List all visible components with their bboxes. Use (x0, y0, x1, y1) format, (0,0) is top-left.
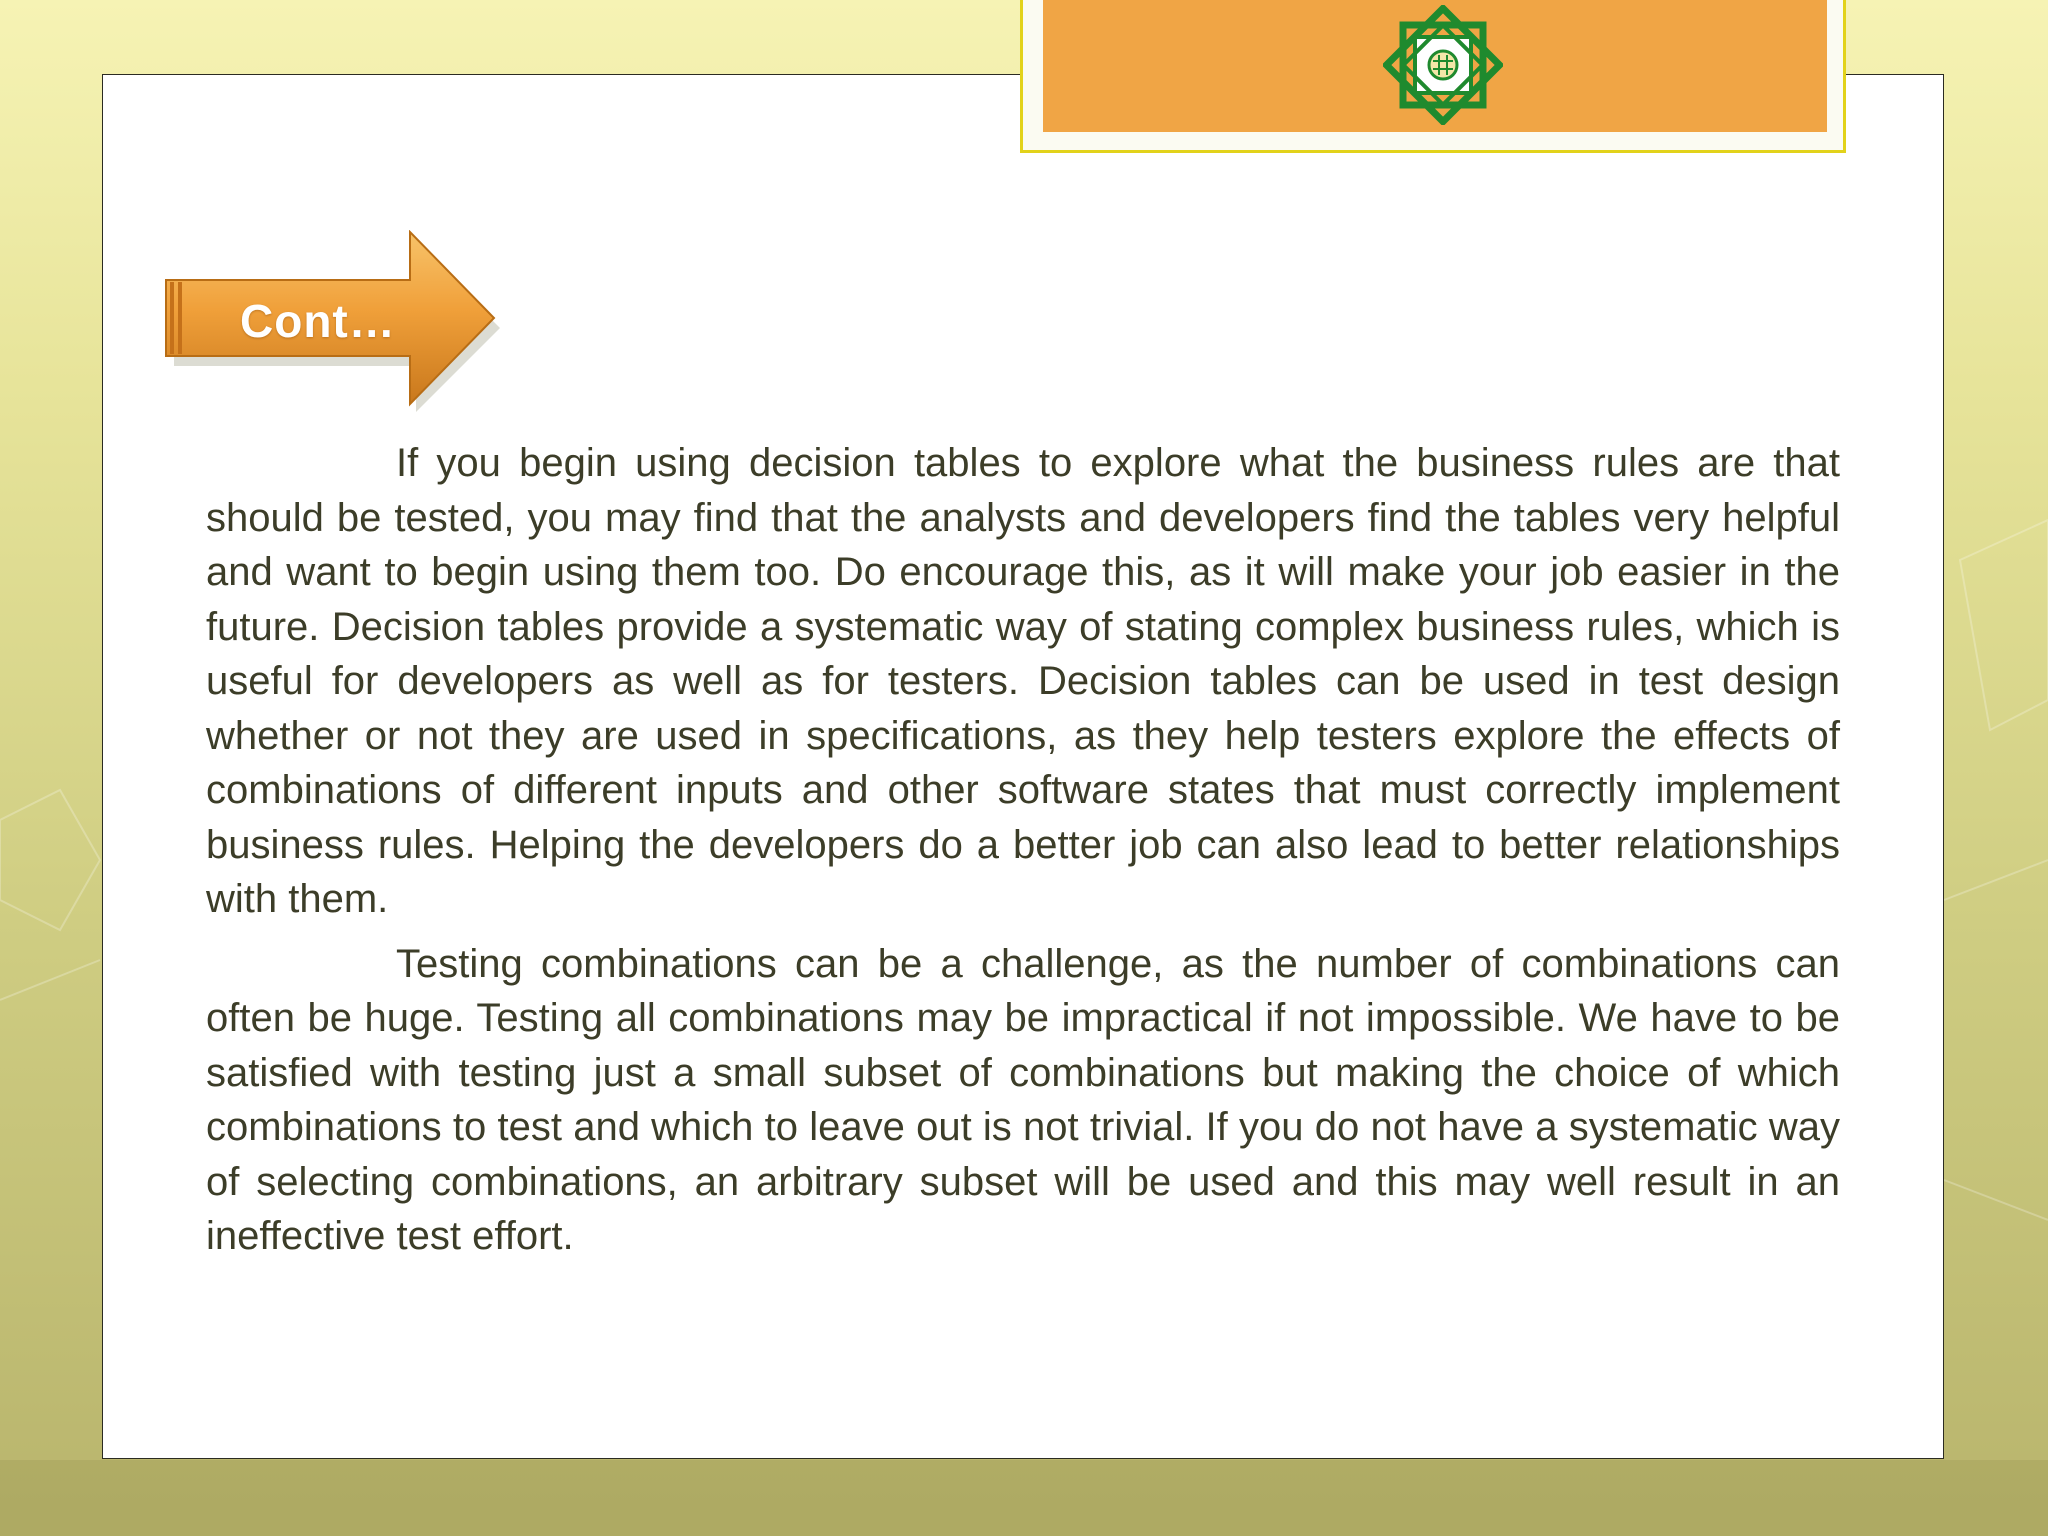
slide-heading: Cont… (240, 295, 396, 347)
paragraph-testing-combinations: Testing combinations can be a challenge, as the number of combinations can often be huge. Testing all combinations may be impractical if not impossible. We have to be satisfied with testing just a small subset of combinations but making the choice of which combinations to test and which to leave out is not trivial. If you do not have a systematic way of selecting combinations, an arbitrary subset will be used and this may well result in an ineffective test effort. (206, 941, 1840, 1258)
paragraph-decision-tables: If you begin using decision tables to explore what the business rules are that should be tested, you may find that the analysts and developers find the tables very helpful and want to begin using them too. Do encourage this, as it will make your job easier in the future. Decision tables provide a systematic way of stating complex business rules, which is useful for developers as well as for testers. Decision tables can be used in test design whether or not they are used in specifications, as they help testers explore the effects of combinations of different inputs and other software states that must correctly implement business rules. Helping the developers do a better job can also lead to better relationships with them. (206, 441, 1840, 921)
slide-body (206, 436, 1840, 1264)
logo-emblem-icon (1383, 5, 1503, 125)
